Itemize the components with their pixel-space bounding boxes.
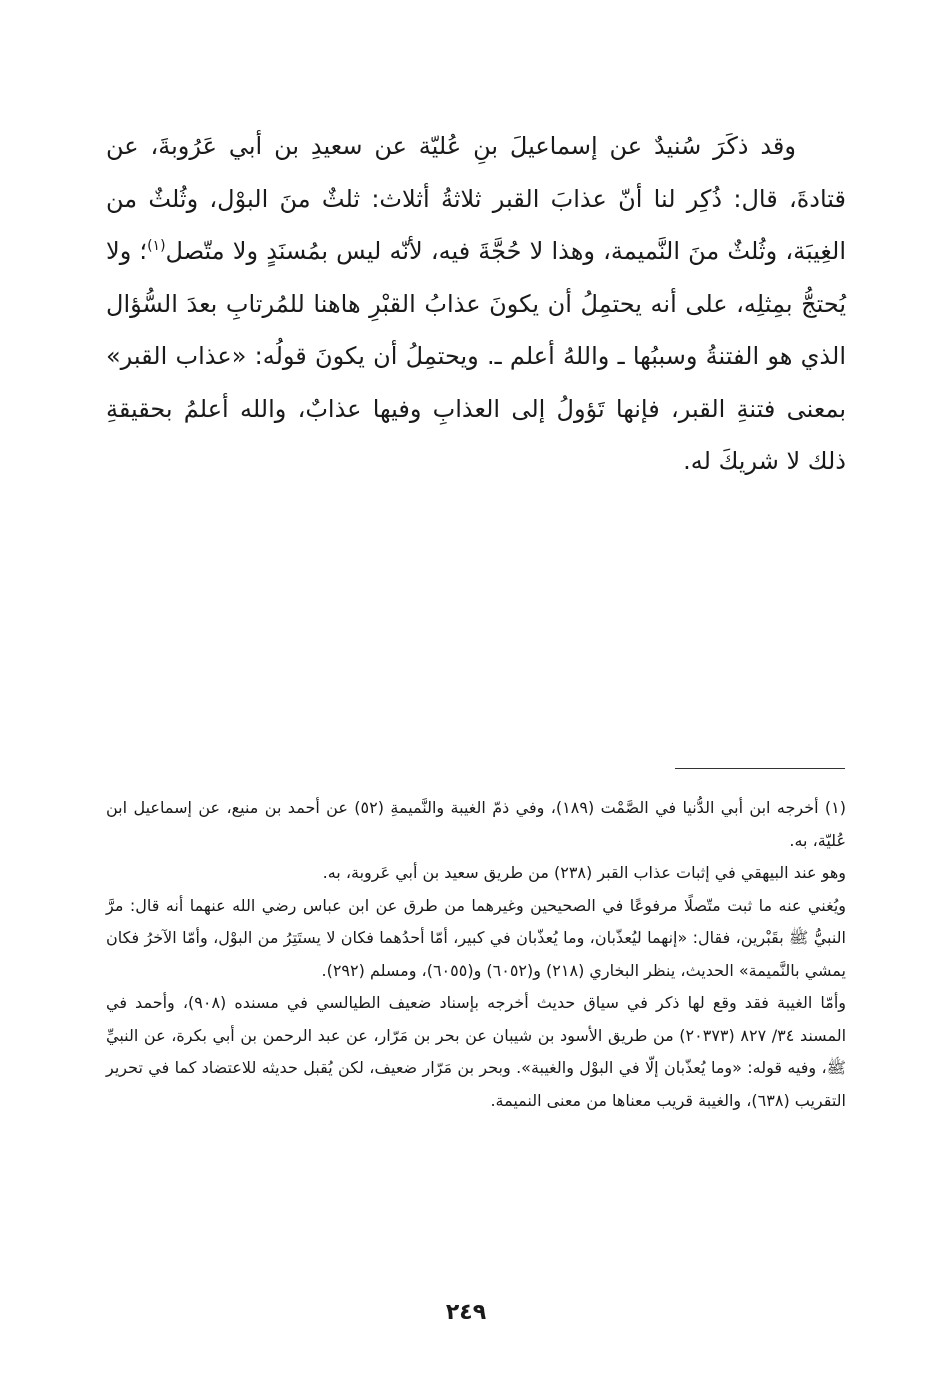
- footnote-paragraph-1: (١) أخرجه ابن أبي الدُّنيا في الصَّمْت (١٨٩)، وفي ذمّ الغيبة والنَّميمةِ (٥٢) عن أحمد بن منيع، عن إسماعيل ابن عُليّة، به.: [106, 798, 847, 850]
- footnote-paragraph-3: ويُغني عنه ما ثبت متّصلًا مرفوعًا في الصحيحين وغيرهما من طرق عن ابن عباس رضي الله عنهما أنه قال: مرَّ النبيُّ ﷺ بقَبْرين، فقال: «إنهما ليُعذّبان، وما يُعذّبان في كبير، أمّا أحدُهما فكان لا يستَتِرُ من البوْل، وأمّا الآخرُ فكان يمشي بالنَّميمة» الحديث، ينظر البخاري (٢١٨) و(٦٠٥٢) و(٦٠٥٥)، ومسلم (٢٩٢).: [106, 895, 846, 980]
- footnote-separator-rule: [675, 768, 845, 769]
- page-number: ٢٤٩: [445, 1300, 487, 1325]
- main-paragraph-part-2: ؛ ولا يُحتجُّ بمِثلِه، على أنه يحتمِلُ أن يكونَ عذابُ القبْرِ هاهنا للمُرتابِ بعدَ السُّؤال الذي هو الفتنةُ وسببُها ـ واللهُ أعلم ـ. ويحتمِلُ أن يكونَ قولُه: «عذاب القبر» بمعنى فتنةِ القبر، فإنها تَؤولُ إلى العذابِ وفيها عذابٌ، والله أعلمُ بحقيقةِ ذلك لا شريكَ له.: [106, 237, 846, 475]
- footnote-paragraph-2: وهو عند البيهقي في إثبات عذاب القبر (٢٣٨) من طريق سعيد بن أبي عَروبة، به.: [322, 863, 846, 882]
- main-paragraph: [106, 120, 846, 488]
- footnote-paragraph-4: وأمّا الغيبة فقد وقع لها ذكر في سياق حديث أخرجه بإسناد ضعيف الطيالسي في مسنده (٩٠٨)، وأحمد في المسند ٣٤/ ٨٢٧ (٢٠٣٧٣) من طريق الأسود بن شيبان عن بحر بن مَرّار، عن عبد الرحمن بن أبي بكرة، عن النبيِّ ﷺ، وفيه قوله: «وما يُعذّبان إلّا في البوْل والغيبة». وبحر بن مَرّار ضعيف، لكن يُقبل حديثه للاعتضاد كما في تحرير التقريب (٦٣٨)، والغيبة قريب معناها من معنى النميمة.: [106, 993, 847, 1110]
- main-paragraph-part-1: وقد ذكَرَ سُنيدٌ عن إسماعيلَ بنِ عُليّة عن سعيدِ بن أبي عَرُوبةَ، عن قتادةَ، قال: ذُكِر لنا أنّ عذابَ القبر ثلاثةُ أثلاث: ثلثٌ منَ البوْل، وثُلثٌ من الغِيبَة، وثُلثٌ منَ النَّميمة، وهذا لا حُجَّةَ فيه، لأنّه ليس بمُسنَدٍ ولا متّصل: [106, 132, 846, 265]
- footnotes-block: [106, 792, 846, 1117]
- footnote-reference-mark: (١): [147, 238, 166, 254]
- main-text-block: [106, 120, 846, 488]
